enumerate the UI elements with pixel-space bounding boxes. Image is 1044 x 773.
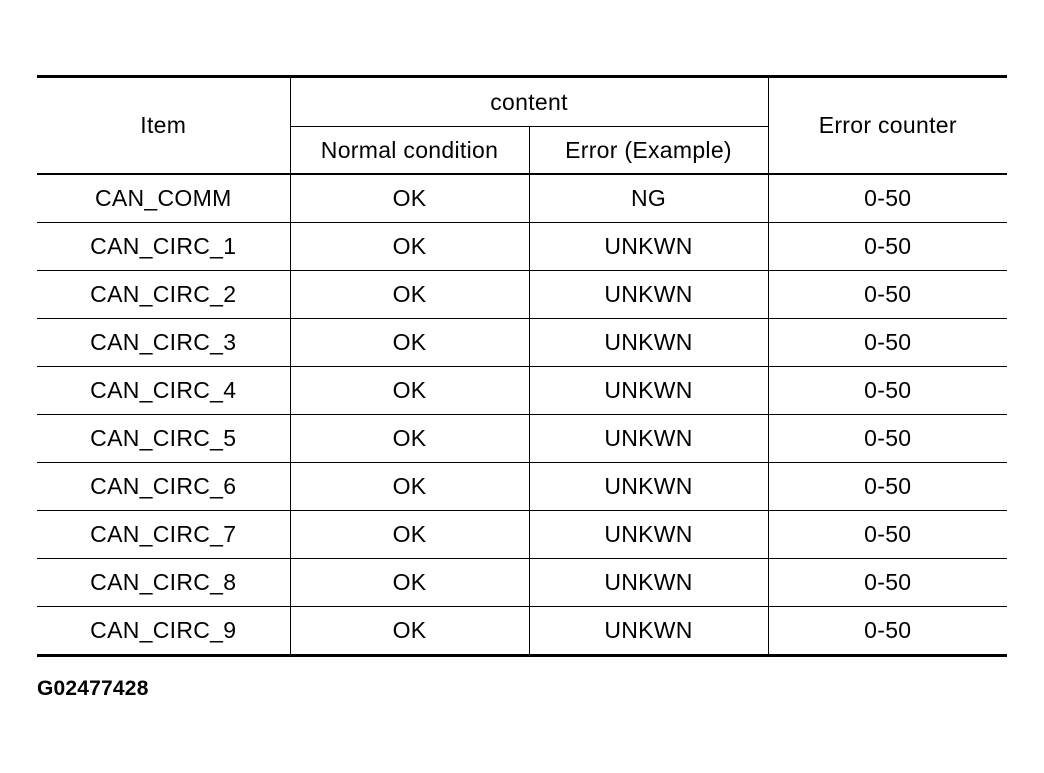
cell-normal-condition: OK [290,463,529,511]
header-error-counter: Error counter [768,77,1007,175]
cell-normal-condition: OK [290,607,529,656]
cell-item: CAN_CIRC_4 [37,367,290,415]
cell-item: CAN_CIRC_2 [37,271,290,319]
table-header [37,77,1007,175]
cell-error-example: UNKWN [529,319,768,367]
cell-item: CAN_CIRC_1 [37,223,290,271]
cell-normal-condition: OK [290,174,529,223]
table-row [37,367,1007,415]
header-content: content [290,77,768,127]
table-row [37,174,1007,223]
table-row [37,463,1007,511]
table-row [37,223,1007,271]
cell-error-example: UNKWN [529,415,768,463]
cell-item: CAN_CIRC_3 [37,319,290,367]
cell-error-example: NG [529,174,768,223]
cell-item: CAN_CIRC_8 [37,559,290,607]
cell-error-example: UNKWN [529,511,768,559]
header-item: Item [37,77,290,175]
cell-error-example: UNKWN [529,463,768,511]
cell-error-counter: 0-50 [768,367,1007,415]
table-row [37,415,1007,463]
table-row [37,559,1007,607]
table-row [37,511,1007,559]
cell-item: CAN_COMM [37,174,290,223]
cell-error-example: UNKWN [529,559,768,607]
cell-normal-condition: OK [290,511,529,559]
cell-error-counter: 0-50 [768,415,1007,463]
cell-item: CAN_CIRC_9 [37,607,290,656]
cell-normal-condition: OK [290,271,529,319]
cell-normal-condition: OK [290,223,529,271]
cell-item: CAN_CIRC_7 [37,511,290,559]
can-diagnosis-table [37,75,1007,657]
header-normal-condition: Normal condition [290,127,529,175]
cell-error-counter: 0-50 [768,174,1007,223]
cell-error-example: UNKWN [529,607,768,656]
table-row [37,319,1007,367]
cell-normal-condition: OK [290,367,529,415]
cell-error-example: UNKWN [529,271,768,319]
cell-normal-condition: OK [290,415,529,463]
cell-error-example: UNKWN [529,367,768,415]
figure-code: G02477428 [37,677,149,700]
cell-error-example: UNKWN [529,223,768,271]
header-error-example: Error (Example) [529,127,768,175]
cell-error-counter: 0-50 [768,319,1007,367]
cell-normal-condition: OK [290,559,529,607]
cell-error-counter: 0-50 [768,223,1007,271]
table-row [37,271,1007,319]
table-row [37,607,1007,656]
cell-error-counter: 0-50 [768,271,1007,319]
cell-error-counter: 0-50 [768,607,1007,656]
cell-normal-condition: OK [290,319,529,367]
table-body [37,174,1007,656]
cell-item: CAN_CIRC_5 [37,415,290,463]
cell-item: CAN_CIRC_6 [37,463,290,511]
header-row-top [37,77,1007,127]
cell-error-counter: 0-50 [768,463,1007,511]
cell-error-counter: 0-50 [768,511,1007,559]
cell-error-counter: 0-50 [768,559,1007,607]
